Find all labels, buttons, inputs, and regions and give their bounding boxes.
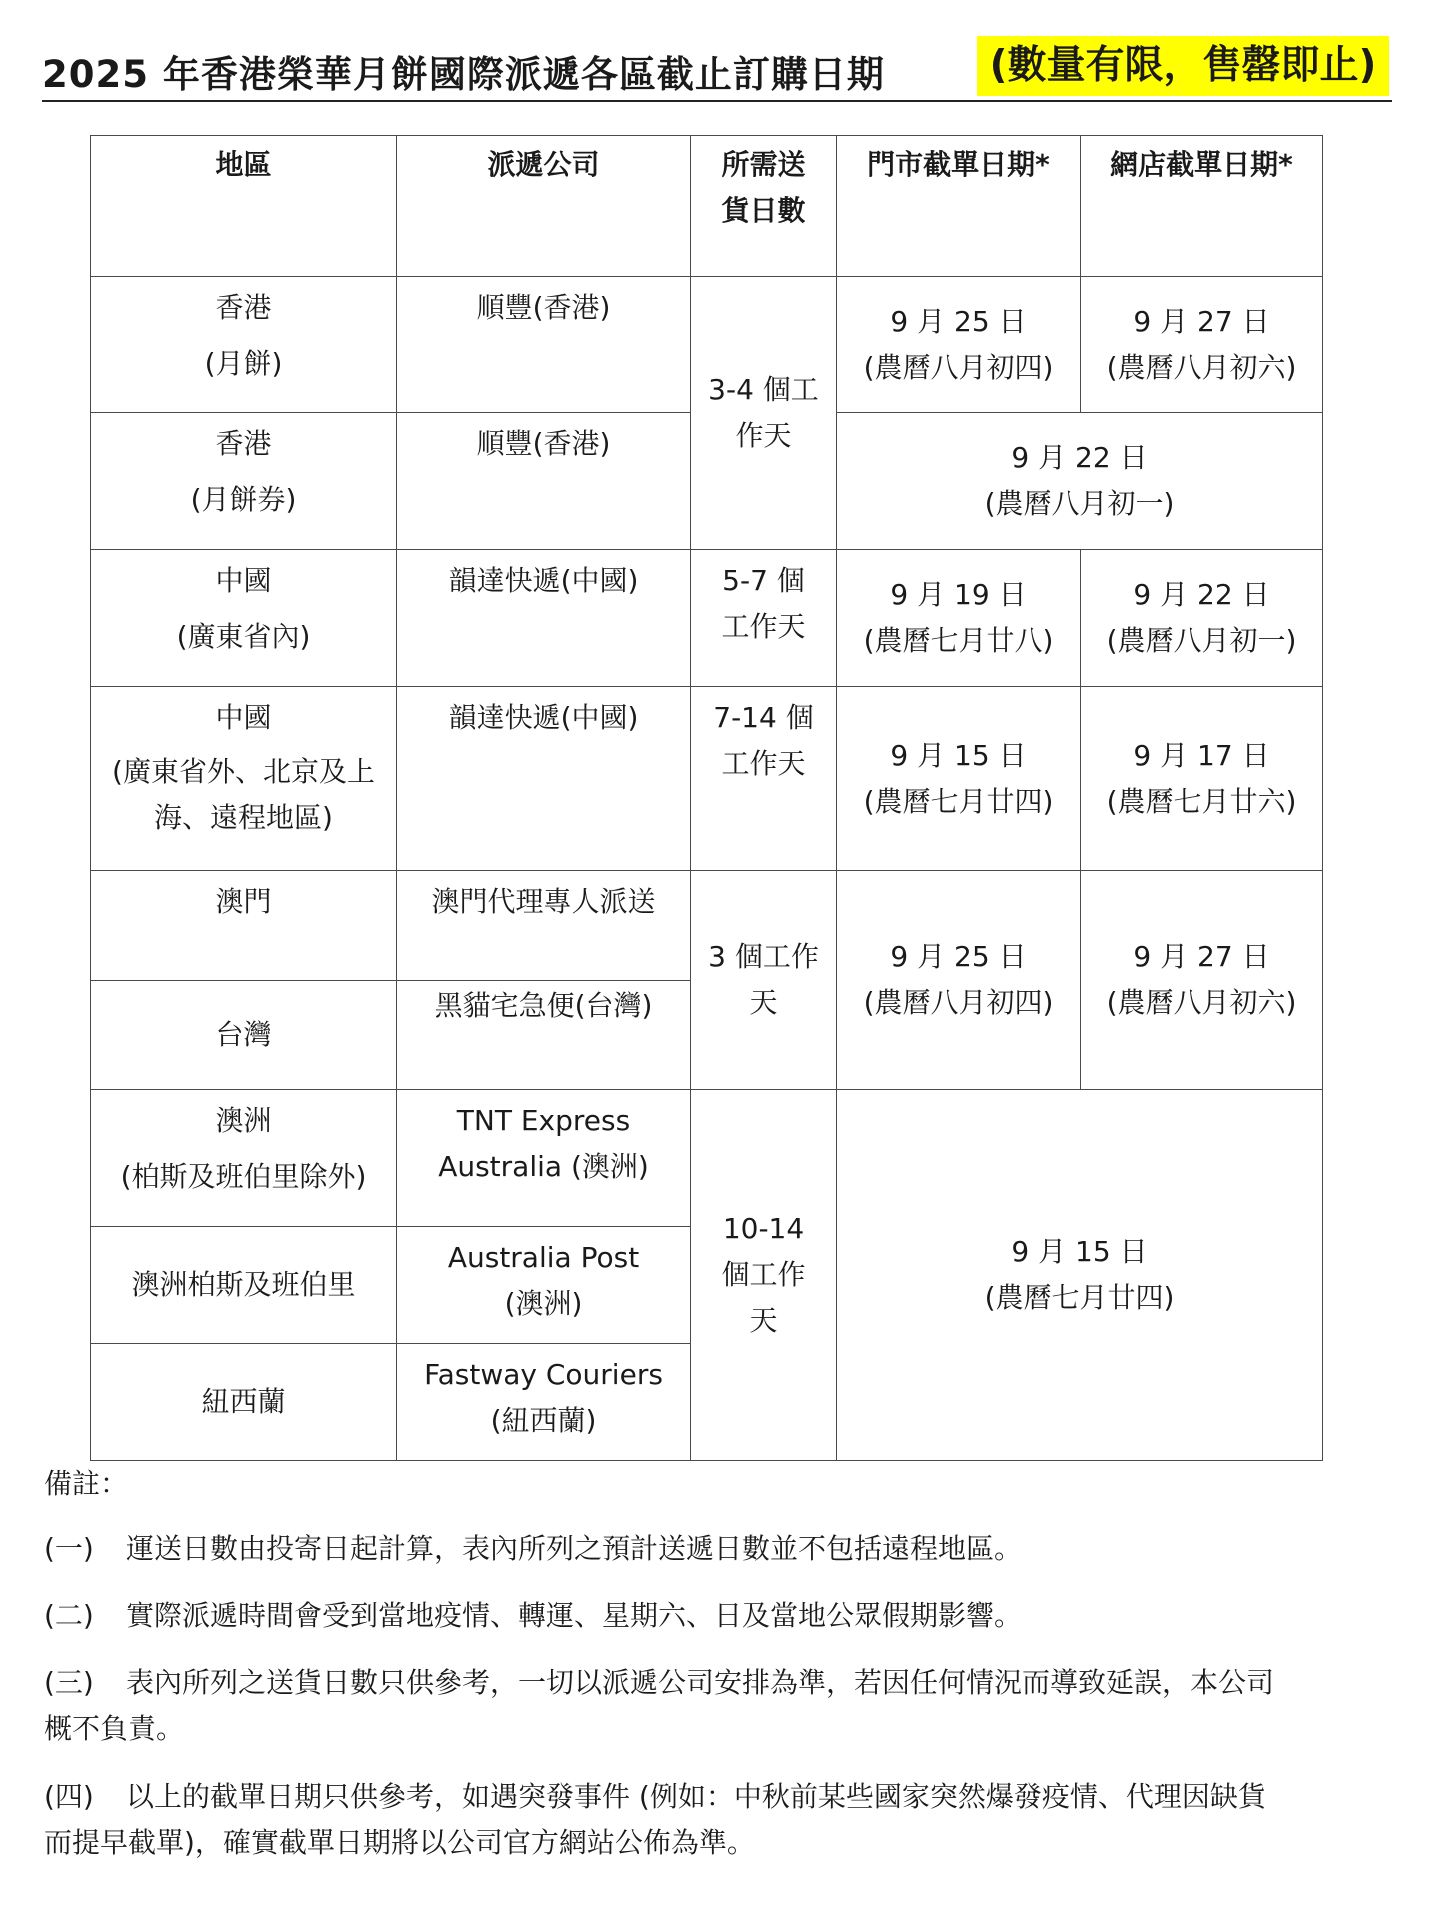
- note-item: [44, 1774, 1404, 1866]
- days-line2: 個工作: [721, 1258, 806, 1291]
- header-region: 地區: [91, 136, 397, 277]
- days-cell: [691, 1090, 837, 1461]
- header-online-cutoff: 網店截單日期*: [1081, 136, 1323, 277]
- courier-cell: 順豐(香港): [397, 277, 691, 413]
- note-item: [44, 1526, 1404, 1572]
- days-line1: 3-4 個工: [708, 373, 819, 406]
- courier-name: Australia Post: [447, 1241, 640, 1274]
- table-header-row: [91, 136, 1323, 277]
- online-date: 9 月 27 日: [1133, 940, 1270, 973]
- courier-sub: (紐西蘭): [490, 1404, 597, 1437]
- days-line2: 天: [749, 986, 778, 1019]
- region-sub: (月餅): [204, 347, 283, 380]
- online-lunar: (農曆八月初一): [1106, 624, 1297, 657]
- note-index: (三): [44, 1666, 94, 1699]
- region-name: 香港: [215, 427, 272, 460]
- table-row: [91, 550, 1323, 687]
- merged-date: 9 月 15 日: [1011, 1235, 1148, 1268]
- days-line1: 10-14: [722, 1212, 805, 1245]
- days-line2: 作天: [735, 419, 792, 452]
- note-index: (二): [44, 1599, 94, 1632]
- region-cell: 紐西蘭: [91, 1344, 397, 1461]
- courier-cell: [397, 1344, 691, 1461]
- note-text: 實際派遞時間會受到當地疫情、轉運、星期六、日及當地公眾假期影響。: [126, 1599, 1023, 1632]
- region-sub-2: 海、遠程地區): [154, 801, 333, 834]
- region-cell: [91, 277, 397, 413]
- days-line1: 3 個工作: [708, 940, 819, 973]
- courier-cell: [397, 1227, 691, 1344]
- region-cell: 台灣: [91, 981, 397, 1090]
- online-date: 9 月 17 日: [1133, 738, 1270, 772]
- store-lunar: (農曆七月廿八): [863, 624, 1054, 657]
- notes-heading: 備註：: [44, 1467, 129, 1500]
- online-lunar: (農曆八月初六): [1106, 350, 1297, 384]
- store-lunar: (農曆八月初四): [863, 986, 1054, 1019]
- courier-name: Fastway Couriers: [424, 1358, 663, 1391]
- region-sub: (柏斯及班伯里除外): [120, 1160, 367, 1193]
- online-cutoff-cell: [1081, 277, 1323, 413]
- region-name: 澳洲: [215, 1104, 272, 1137]
- delivery-schedule-table: [90, 135, 1323, 1461]
- merged-cutoff-cell: [837, 413, 1323, 550]
- region-cell: [91, 413, 397, 550]
- store-cutoff-cell: [837, 871, 1081, 1090]
- title-underline: [42, 36, 1392, 102]
- courier-name: TNT Express: [456, 1104, 631, 1137]
- courier-cell: [397, 1090, 691, 1227]
- courier-sub: Australia (澳洲): [438, 1150, 649, 1183]
- region-cell: 澳門: [91, 871, 397, 981]
- note-item: [44, 1593, 1404, 1639]
- table-row: [91, 277, 1323, 413]
- days-line2: 工作天: [721, 747, 806, 780]
- days-cell: [691, 550, 837, 687]
- online-cutoff-cell: [1081, 550, 1323, 687]
- table-row: [91, 1090, 1323, 1227]
- note-text-cont: 概不負責。: [44, 1712, 185, 1745]
- courier-sub: (澳洲): [504, 1287, 583, 1320]
- days-line3: 天: [749, 1304, 778, 1337]
- table-row: [91, 687, 1323, 871]
- online-cutoff-cell: [1081, 871, 1323, 1090]
- note-item: [44, 1660, 1404, 1752]
- region-cell: [91, 1090, 397, 1227]
- region-sub: (廣東省外、北京及上: [112, 755, 375, 788]
- online-lunar: (農曆七月廿六): [1106, 784, 1297, 818]
- header-days: [691, 136, 837, 277]
- note-text-cont: 而提早截單)，確實截單日期將以公司官方網站公佈為準。: [44, 1826, 755, 1859]
- note-text: 運送日數由投寄日起計算，表內所列之預計送遞日數並不包括遠程地區。: [126, 1532, 1023, 1565]
- note-text: 以上的截單日期只供參考，如遇突發事件 (例如：中秋前某些國家突然爆發疫情、代理因缺貨: [126, 1780, 1266, 1813]
- page-title: 2025 年香港榮華月餅國際派遞各區截止訂購日期: [42, 53, 885, 96]
- courier-cell: 黑貓宅急便(台灣): [397, 981, 691, 1090]
- courier-cell: 韻達快遞(中國): [397, 550, 691, 687]
- merged-cutoff-cell: [837, 1090, 1323, 1461]
- courier-cell: 澳門代理專人派送: [397, 871, 691, 981]
- days-cell: [691, 687, 837, 871]
- online-cutoff-cell: [1081, 687, 1323, 871]
- header-days-line1: 所需送: [721, 148, 806, 181]
- days-cell: [691, 871, 837, 1090]
- region-sub: (月餅券): [190, 483, 297, 516]
- store-cutoff-cell: [837, 277, 1081, 413]
- store-date: 9 月 15 日: [890, 738, 1027, 772]
- store-cutoff-cell: [837, 550, 1081, 687]
- region-sub: (廣東省內): [176, 620, 311, 653]
- note-index: (四): [44, 1780, 94, 1813]
- courier-cell: 韻達快遞(中國): [397, 687, 691, 871]
- days-line1: 5-7 個: [722, 564, 805, 597]
- region-name: 中國: [215, 564, 272, 597]
- merged-lunar: (農曆七月廿四): [984, 1281, 1175, 1314]
- merged-date: 9 月 22 日: [1011, 441, 1148, 474]
- store-lunar: (農曆七月廿四): [863, 784, 1054, 818]
- merged-lunar: (農曆八月初一): [984, 487, 1175, 520]
- region-cell: [91, 687, 397, 871]
- title-highlight-note: (數量有限，售罄即止): [977, 36, 1389, 96]
- region-cell: [91, 550, 397, 687]
- online-lunar: (農曆八月初六): [1106, 986, 1297, 1019]
- courier-cell: 順豐(香港): [397, 413, 691, 550]
- note-text: 表內所列之送貨日數只供參考，一切以派遞公司安排為準，若因任何情況而導致延誤，本公司: [126, 1666, 1275, 1699]
- days-line1: 7-14 個: [713, 701, 814, 734]
- days-cell: [691, 277, 837, 550]
- region-name: 香港: [215, 291, 272, 324]
- store-cutoff-cell: [837, 687, 1081, 871]
- note-index: (一): [44, 1532, 94, 1565]
- header-courier: 派遞公司: [397, 136, 691, 277]
- store-date: 9 月 25 日: [890, 940, 1027, 973]
- store-lunar: (農曆八月初四): [863, 350, 1054, 384]
- days-line2: 工作天: [721, 610, 806, 643]
- table-row: [91, 871, 1323, 981]
- online-date: 9 月 22 日: [1133, 578, 1270, 611]
- store-date: 9 月 25 日: [890, 304, 1027, 338]
- region-cell: 澳洲柏斯及班伯里: [91, 1227, 397, 1344]
- store-date: 9 月 19 日: [890, 578, 1027, 611]
- header-store-cutoff: 門市截單日期*: [837, 136, 1081, 277]
- header-days-line2: 貨日數: [721, 194, 806, 227]
- online-date: 9 月 27 日: [1133, 304, 1270, 338]
- region-name: 中國: [215, 701, 272, 734]
